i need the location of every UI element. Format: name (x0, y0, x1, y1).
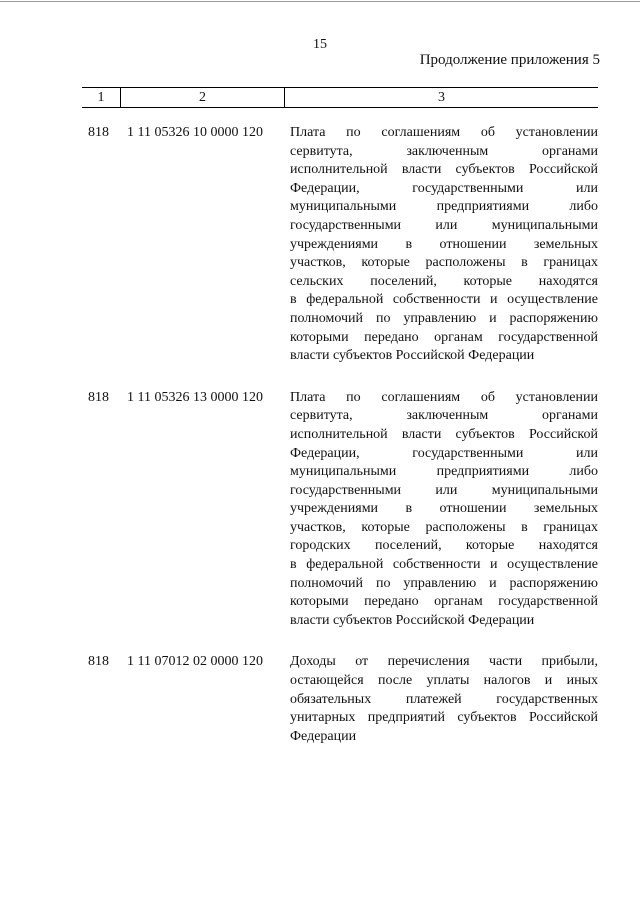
description-line: исполнительной власти субъектов Российской (290, 162, 598, 178)
budget-code-cell: 1 11 05326 10 0000 120 (127, 125, 263, 140)
description-line: учреждениями в отношении земельных (290, 501, 598, 517)
description-line: которыми передано органам государственной (290, 329, 598, 345)
table-row (82, 389, 598, 631)
description-line: учреждениями в отношении земельных (290, 236, 598, 252)
description-line: обязательных платежей государственных (290, 691, 598, 707)
description-line: сервитута, заключенным органами (290, 143, 598, 159)
description-line: участков, которые расположены в границах (290, 519, 598, 535)
table-body (82, 124, 598, 769)
description-line: участков, которые расположены в границах (290, 255, 598, 271)
table-column-header (82, 87, 598, 108)
description-line: в федеральной собственности и осуществление (290, 292, 598, 308)
page-number: 15 (313, 37, 327, 52)
description-line: которыми передано органам государственной (290, 594, 598, 610)
description-line: исполнительной власти субъектов Российской (290, 426, 598, 442)
description-cell (290, 653, 598, 746)
description-line: муниципальными предприятиями либо (290, 199, 598, 215)
budget-code-cell: 1 11 05326 13 0000 120 (127, 389, 263, 405)
column-header-2: 2 (121, 88, 285, 107)
description-line: городских поселений, которые находятся (290, 538, 598, 554)
description-line: государственными или муниципальными (290, 482, 598, 498)
description-line: сельских поселений, которые находятся (290, 273, 598, 289)
description-line: Доходы от перечисления части прибыли, (290, 654, 598, 670)
admin-code-cell: 818 (88, 389, 109, 405)
table-row (82, 653, 598, 746)
budget-code-cell: 1 11 07012 02 0000 120 (127, 654, 263, 670)
admin-code-cell: 818 (88, 125, 109, 140)
description-line: Федерации, государственными или (290, 445, 598, 461)
description-line: сервитута, заключенным органами (290, 408, 598, 424)
description-line: власти субъектов Российской Федерации (290, 612, 535, 628)
column-header-3: 3 (438, 89, 445, 105)
description-line: Федерации (290, 728, 357, 744)
description-cell (290, 389, 598, 631)
description-line: государственными или муниципальными (290, 217, 598, 233)
description-cell (290, 124, 598, 366)
description-line: в федеральной собственности и осуществление (290, 557, 598, 573)
description-line: Плата по соглашениям об установлении (290, 125, 598, 140)
column-header-1: 1 (82, 88, 121, 107)
description-line: Федерации, государственными или (290, 180, 598, 196)
continuation-caption: Продолжение приложения 5 (419, 52, 600, 68)
description-line: муниципальными предприятиями либо (290, 464, 598, 480)
admin-code-cell: 818 (88, 654, 109, 670)
description-line: власти субъектов Российской Федерации (290, 348, 535, 364)
description-line: унитарных предприятий субъектов Российской (290, 710, 598, 726)
table-row (82, 124, 598, 366)
description-line: Плата по соглашениям об установлении (290, 389, 598, 405)
top-edge-rule (0, 1, 640, 2)
description-line: полномочий по управлению и распоряжению (290, 575, 598, 591)
description-line: полномочий по управлению и распоряжению (290, 310, 598, 326)
description-line: остающейся после уплаты налогов и иных (290, 673, 598, 689)
